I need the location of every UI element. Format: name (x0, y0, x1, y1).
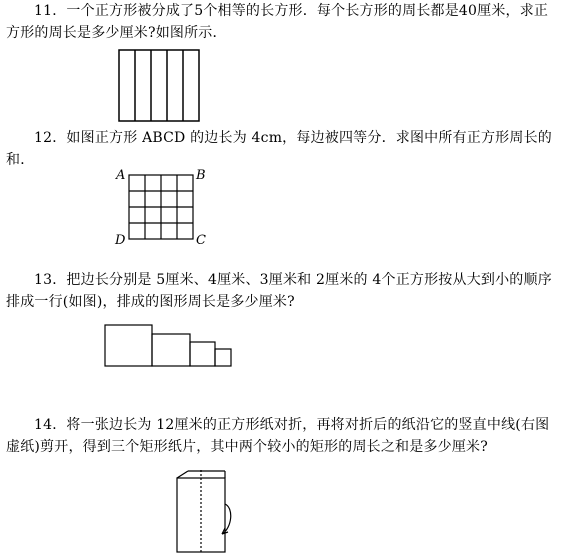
descending-squares-diagram (104, 324, 234, 368)
figure-12-grid (112, 166, 212, 248)
label-a: A (116, 168, 126, 183)
problem-13-text: 13．把边长分别是 5厘米、4厘米、3厘米和 2厘米的 4个正方形按从大到小的顺序排成一行(如图)，排成的图形周长是多少厘米? (6, 272, 552, 310)
folded-paper-diagram (170, 470, 240, 554)
figure-13-squares (104, 324, 234, 368)
abcd-grid-diagram (112, 166, 212, 248)
problem-14-text: 14．将一张边长为 12厘米的正方形纸对折，再将对折后的纸沿它的竖直中线(右图虚纸)剪开，得到三个矩形纸片，其中两个较小的矩形的周长之和是多少厘米? (6, 417, 550, 455)
five-rectangles-diagram (118, 49, 200, 122)
figure-11-square (118, 49, 200, 122)
label-c: C (196, 233, 206, 248)
problem-12-text: 12．如图正方形 ABCD 的边长为 4cm，每边被四等分．求图中所有正方形周长的和． (6, 130, 552, 168)
figure-14-folded-paper (170, 470, 240, 554)
problem-11-text: 11．一个正方形被分成了5个相等的长方形．每个长方形的周长都是40厘米，求正方形的周长是多少厘米?如图所示． (6, 3, 549, 41)
label-b: B (196, 168, 206, 183)
label-d: D (115, 233, 126, 248)
